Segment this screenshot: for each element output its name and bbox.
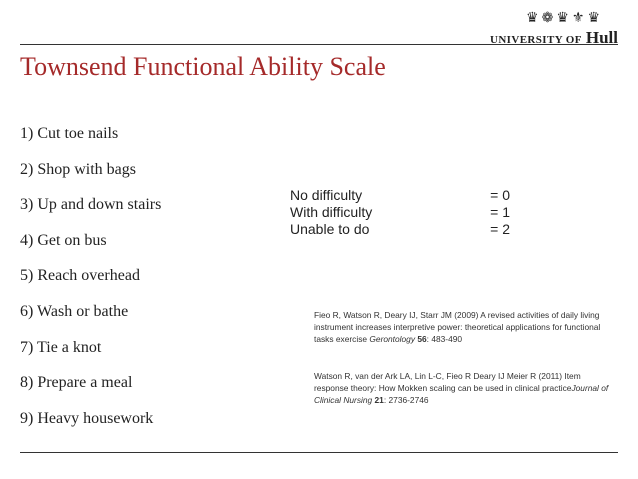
ability-items-list (20, 124, 161, 444)
reference-pages: : 483-490 (426, 334, 463, 344)
reference-volume: 56 (417, 334, 427, 344)
logo-hull: Hull (585, 28, 618, 47)
scale-row (290, 204, 510, 221)
list-item: 7) Tie a knot (20, 338, 102, 356)
scale-value: = 2 (490, 221, 510, 237)
crest (526, 12, 600, 26)
list-item: 2) Shop with bags (20, 160, 136, 178)
crown-icon: ♛ (526, 11, 539, 26)
reference-pages: : 2736-2746 (383, 395, 429, 405)
scoring-scale (290, 187, 510, 238)
university-logo (483, 12, 618, 52)
logo-university: UNIVERSITY OF (489, 34, 582, 46)
scale-row (290, 187, 510, 204)
list-item: 3) Up and down stairs (20, 196, 162, 214)
list-item: 1) Cut toe nails (20, 125, 119, 142)
crown-icon: ♛ (556, 11, 569, 26)
scale-label: With difficulty (290, 204, 373, 220)
flower-icon: ❁ (541, 11, 554, 26)
scale-row (290, 221, 510, 238)
reference-volume: 21 (374, 395, 384, 405)
lily-icon: ⚜ (571, 11, 585, 26)
reference-journal: Journal of Clinical Nursing (314, 383, 609, 405)
list-item: 5) Reach overhead (20, 267, 140, 285)
scale-label: No difficulty (290, 187, 363, 203)
scale-value: = 0 (490, 187, 510, 203)
reference-journal: Gerontology (369, 334, 416, 344)
reference-authors: Watson R, van der Ark LA, Lin L-C, Fieo R Deary IJ Meier R (2011) Item response theory: How Mokken scaling can be used in clinical practice (314, 371, 581, 393)
reference-2 (314, 370, 614, 406)
top-divider (20, 44, 618, 45)
page-title: Townsend Functional Ability Scale (20, 52, 386, 81)
crown-icon: ♛ (587, 11, 600, 26)
reference-1 (314, 309, 614, 345)
bottom-divider (20, 452, 618, 453)
reference-authors: Fieo R, Watson R, Deary IJ, Starr JM (2009) A revised activities of daily living instrument increases interpretive power: theoretical applications for functional tasks exercise (314, 310, 601, 344)
scale-label: Unable to do (290, 221, 370, 237)
list-item: 8) Prepare a meal (20, 374, 133, 392)
list-item: 4) Get on bus (20, 231, 107, 249)
logo-wordmark (490, 29, 618, 49)
scale-value: = 1 (490, 204, 510, 220)
list-item: 6) Wash or bathe (20, 302, 129, 320)
list-item: 9) Heavy housework (20, 409, 154, 427)
